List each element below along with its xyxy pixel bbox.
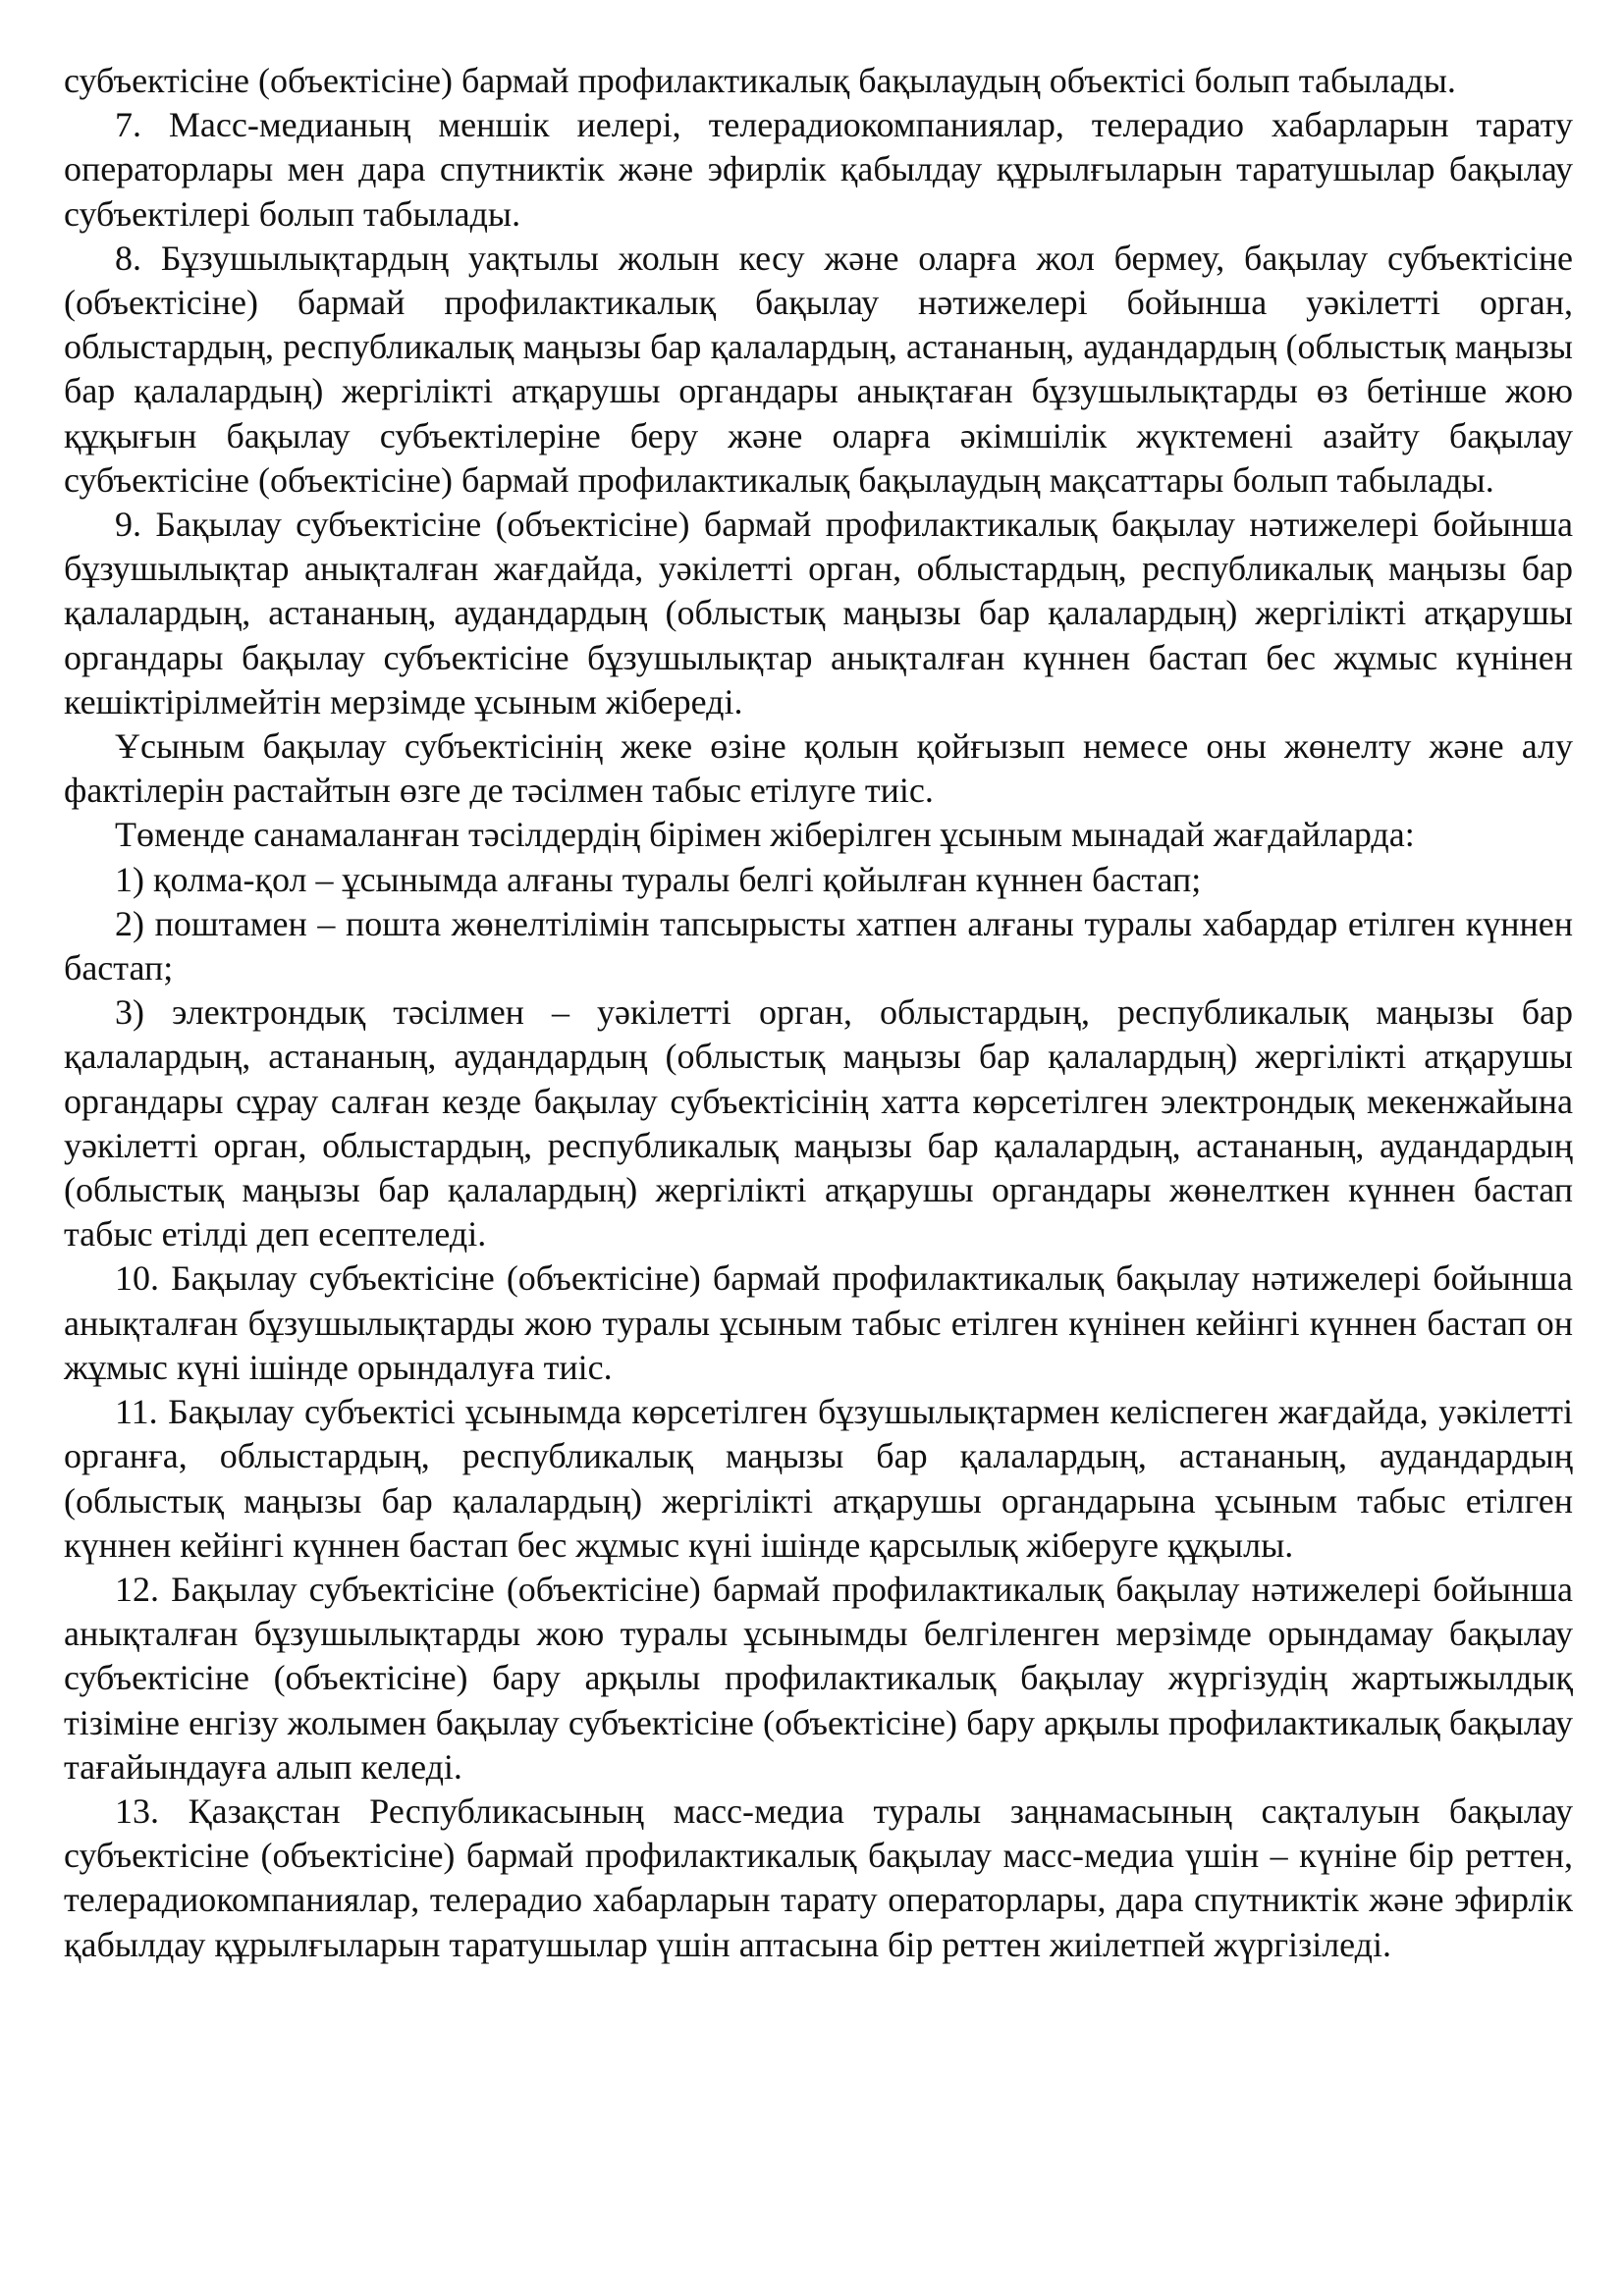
paragraph-9-method-2: 2) поштамен – пошта жөнелтілімін тапсырысты хатпен алғаны туралы хабардар етілген күннен бастап; — [64, 903, 1573, 988]
paragraph-12: 12. Бақылау субъектісіне (объектісіне) бармай профилактикалық бақылау нәтижелері бойынша анықталған бұзушылықтарды жою туралы ұсынымды белгіленген мерзімде орындамау бақылау субъектісіне (объектісіне) бару арқылы профилактикалық бақылау жүргізудің жартыжылдық тізіміне енгізу жолымен бақылау субъектісіне (объектісіне) бару арқылы профилактикалық бақылау тағайындауға алып келеді. — [64, 1569, 1573, 1787]
paragraph-9-methods-intro: Төменде санамаланған тәсілдердің бірімен жіберілген ұсыным мынадай жағдайларда: — [115, 815, 1415, 855]
paragraph-8: 8. Бұзушылықтардың уақтылы жолын кесу және оларға жол бермеу, бақылау субъектісіне (объектісіне) бармай профилактикалық бақылау нәтижелері бойынша уәкілетті орган, облыстардың, республикалық маңызы бар қалалардың, астананың, аудандардың (облыстық маңызы бар қалалардың) жергілікті атқарушы органдары анықтаған бұзушылықтарды өз бетінше жою құқығын бақылау субъектілеріне беру және оларға әкімшілік жүктемені азайту бақылау субъектісіне (объектісіне) бармай профилактикалық бақылаудың мақсаттары болып табылады. — [64, 238, 1573, 500]
paragraph-10: 10. Бақылау субъектісіне (объектісіне) бармай профилактикалық бақылау нәтижелері бойынша анықталған бұзушылықтарды жою туралы ұсыным табыс етілген күнінен кейінгі күннен бастап он жұмыс күні ішінде орындалуға тиіс. — [64, 1258, 1573, 1387]
paragraph-11: 11. Бақылау субъектісі ұсынымда көрсетілген бұзушылықтармен келіспеген жағдайда, уәкілетті органға, облыстардың, республикалық маңызы бар қалалардың, астананың, аудандардың (облыстық маңызы бар қалалардың) жергілікті атқарушы органдарына ұсыным табыс етілген күннен кейінгі күннен бастап бес жұмыс күні ішінде қарсылық жіберуге құқылы. — [64, 1392, 1573, 1565]
document-page — [64, 59, 1573, 1967]
paragraph-13: 13. Қазақстан Республикасының масс-медиа туралы заңнамасының сақталуын бақылау субъектісіне (объектісіне) бармай профилактикалық бақылау масс-медиа үшін – күніне бір реттен, телерадиокомпаниялар, телерадио хабарларын тарату операторлары, дара спутниктік және эфирлік қабылдау құрылғыларын таратушылар үшін аптасына бір реттен жиілетпей жүргізіледі. — [64, 1790, 1573, 1964]
paragraph-7: 7. Масс-медианың меншік иелері, телерадиокомпаниялар, телерадио хабарларын тарату операторлары мен дара спутниктік және эфирлік қабылдау құрылғыларын таратушылар бақылау субъектілері болып табылады. — [64, 105, 1573, 234]
paragraph-9: 9. Бақылау субъектісіне (объектісіне) бармай профилактикалық бақылау нәтижелері бойынша бұзушылықтар анықталған жағдайда, уәкілетті орган, облыстардың, республикалық маңызы бар қалалардың, астананың, аудандардың (облыстық маңызы бар қалалардың) жергілікті атқарушы органдары бақылау субъектісіне бұзушылықтар анықталған күннен бастап бес жұмыс күнінен кешіктірілмейтін мерзімде ұсыным жібереді. — [64, 505, 1573, 721]
paragraph-9-method-3: 3) электрондық тәсілмен – уәкілетті орган, облыстардың, республикалық маңызы бар қалалардың, астананың, аудандардың (облыстық маңызы бар қалалардың) жергілікті атқарушы органдары сұрау салған кезде бақылау субъектісінің хатта көрсетілген электрондық мекенжайына уәкілетті орган, облыстардың, республикалық маңызы бар қалалардың, астананың, аудандардың (облыстық маңызы бар қалалардың) жергілікті атқарушы органдары жөнелткен күннен бастап табыс етілді деп есептеледі. — [64, 992, 1573, 1255]
paragraph-continuation: субъектісіне (объектісіне) бармай профилактикалық бақылаудың объектісі болып табылады. — [64, 61, 1456, 100]
paragraph-9-method-1: 1) қолма-қол – ұсынымда алғаны туралы белгі қойылған күннен бастап; — [115, 859, 1202, 899]
paragraph-9-delivery: Ұсыным бақылау субъектісінің жеке өзіне қолын қойғызып немесе оны жөнелту және алу фактілерін растайтын өзге де тәсілмен табыс етілуге тиіс. — [64, 726, 1573, 811]
